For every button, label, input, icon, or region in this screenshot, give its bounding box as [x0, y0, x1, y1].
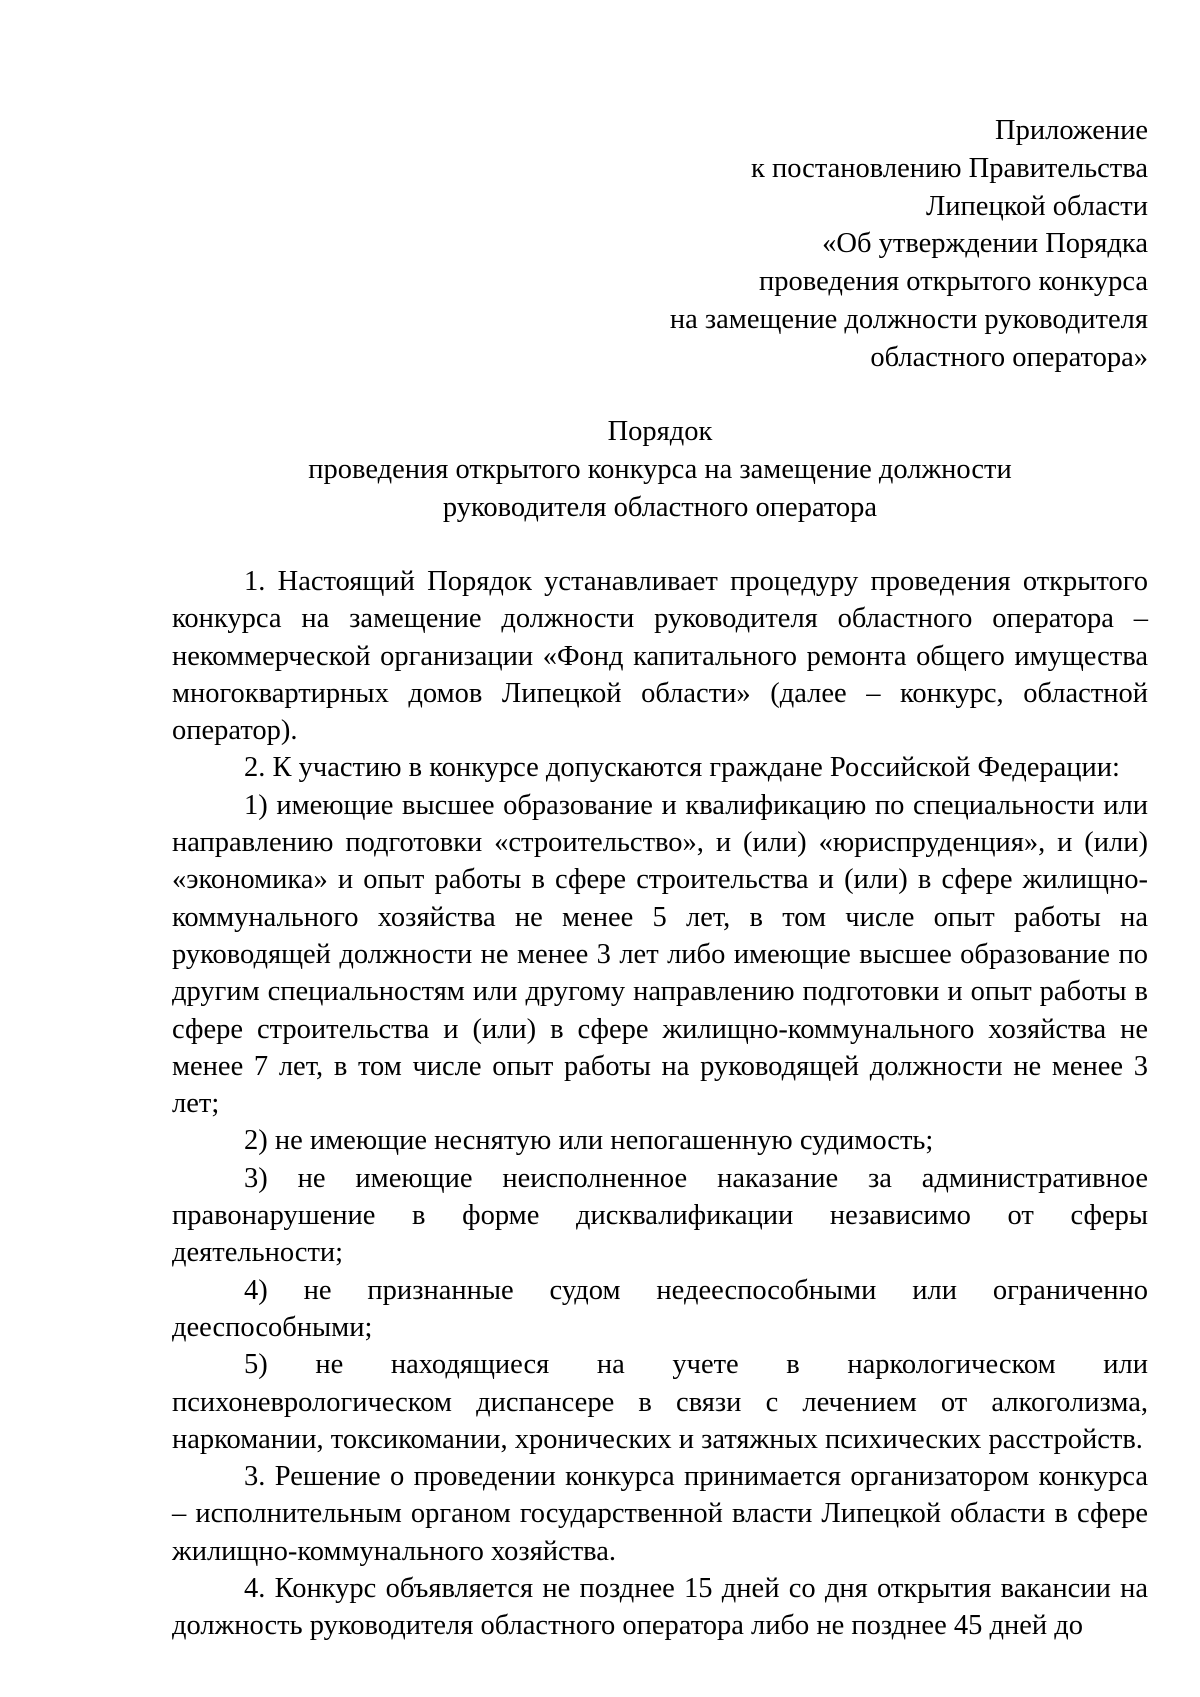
paragraph-1: 1. Настоящий Порядок устанавливает процедуру проведения открытого конкурса на замещение должности руководителя областного оператора – некоммерческой организации «Фонд капитального ремонта общего имущества многоквартирных домов Липецкой области» (далее – конкурс, областной оператор).: [172, 566, 1148, 747]
appendix-header-line: проведения открытого конкурса: [759, 266, 1148, 298]
appendix-header-line: на замещение должности руководителя: [669, 303, 1148, 335]
appendix-header-line: «Об утверждении Порядка: [822, 228, 1148, 260]
paragraph-4: 4. Конкурс объявляется не позднее 15 дней со дня открытия вакансии на должность руководителя областного оператора либо не позднее 45 дней до: [172, 1573, 1148, 1642]
document-title-line: руководителя областного оператора: [442, 491, 878, 523]
appendix-header-line: к постановлению Правительства: [750, 152, 1148, 184]
appendix-header-line: Приложение: [995, 115, 1148, 146]
document-title-line: Порядок: [607, 416, 713, 447]
document-body: [172, 563, 1148, 1645]
paragraph-2-item-2: 2) не имеющие неснятую или непогашенную судимость;: [244, 1125, 934, 1157]
paragraph-3: 3. Решение о проведении конкурса принимается организатором конкурса – исполнительным органом государственной власти Липецкой области в сфере жилищно-коммунального хозяйства.: [172, 1461, 1148, 1567]
appendix-header-line: областного оператора»: [870, 341, 1148, 373]
paragraph-2-item-1: 1) имеющие высшее образование и квалификацию по специальности или направлению подготовки «строительство», и (или) «юриспруденция», и (или) «экономика» и опыт работы в сфере строительства и (или) в сфере жилищно-коммунального хозяйства не менее 5 лет, в том числе опыт работы на руководящей должности не менее 3 лет либо имеющие высшее образование по другим специальностям или другому направлению подготовки и опыт работы в сфере строительства и (или) в сфере жилищно-коммунального хозяйства не менее 7 лет, в том числе опыт работы на руководящей должности не менее 3 лет;: [172, 789, 1148, 1120]
paragraph-2-item-4: 4) не признанные судом недееспособными или ограниченно дееспособными;: [172, 1274, 1148, 1343]
paragraph-2-item-5: 5) не находящиеся на учете в наркологическом или психоневрологическом диспансере в связи с лечением от алкоголизма, наркомании, токсикомании, хронических и затяжных психических расстройств.: [172, 1349, 1148, 1455]
paragraph-2: 2. К участию в конкурсе допускаются граждане Российской Федерации:: [244, 752, 1120, 784]
paragraph-2-item-3: 3) не имеющие неисполненное наказание за административное правонарушение в форме дисквалификации независимо от сферы деятельности;: [172, 1162, 1148, 1269]
document-title: [172, 413, 1148, 526]
appendix-header-line: Липецкой области: [925, 190, 1148, 222]
document-title-line: проведения открытого конкурса на замещение должности: [308, 453, 1012, 485]
appendix-header: [448, 112, 1148, 377]
